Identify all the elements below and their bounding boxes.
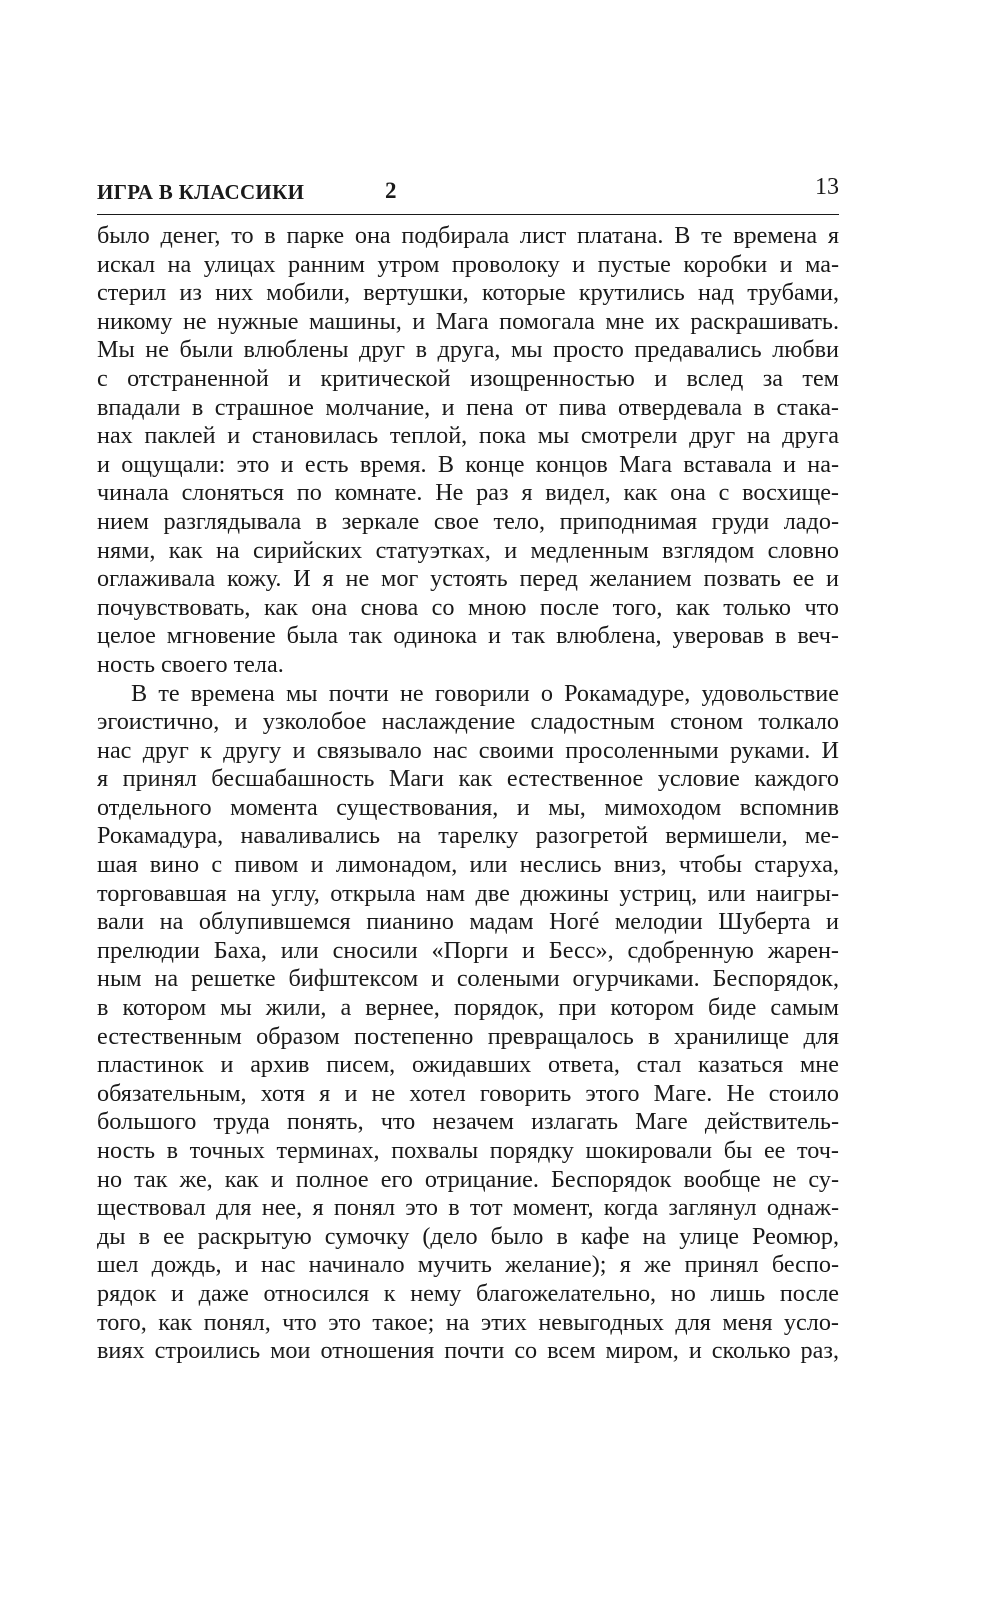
text-line: почувствовать, как она снова со мною после того, как только что — [97, 593, 839, 621]
text-line: торговавшая на углу, открыла нам две дюжины устриц, или наигры- — [97, 879, 839, 907]
text-line: ным на решетке бифштексом и солеными огурчиками. Беспорядок, — [97, 965, 839, 993]
text-line: никому не нужные машины, и Мага помогала мне их раскрашивать. — [97, 307, 839, 335]
text-line: стерил из них мобили, вертушки, которые крутились над трубами, — [97, 279, 839, 307]
running-header — [97, 170, 839, 215]
text-line: я принял бесшабашность Маги как естественное условие каждого — [97, 765, 839, 793]
text-line: целое мгновение была так одинока и так влюблена, уверовав в веч- — [97, 622, 839, 650]
text-line: было денег, то в парке она подбирала лист платана. В те времена я — [97, 222, 839, 249]
text-line: и ощущали: это и есть время. В конце концов Мага вставала и на- — [97, 450, 839, 478]
text-line: отдельного момента существования, и мы, мимоходом вспомнив — [97, 793, 839, 821]
text-line: эгоистично, и узколобое наслаждение сладостным стоном толкало — [97, 708, 839, 736]
paragraph-end-line: ность своего тела. — [97, 650, 284, 678]
text-line: рядок и даже относился к нему благожелательно, но лишь после — [97, 1279, 839, 1307]
chapter-number: 2 — [385, 178, 397, 203]
page-number: 13 — [815, 174, 839, 200]
text-line: пластинок и архив писем, ожидавших ответа, стал казаться мне — [97, 1051, 839, 1079]
text-line: в котором мы жили, а вернее, порядок, при котором биде самым — [97, 994, 839, 1022]
text-line: шая вино с пивом и лимонадом, или неслись вниз, чтобы старуха, — [97, 851, 839, 879]
text-line: нас друг к другу и связывало нас своими просоленными руками. И — [97, 736, 839, 764]
text-line: нием разглядывала в зеркале свое тело, приподнимая груди ладо- — [97, 507, 839, 535]
text-line: Рокамадура, наваливались на тарелку разогретой вермишели, ме- — [97, 822, 839, 850]
text-line: чинала слоняться по комнате. Не раз я видел, как она с восхище- — [97, 479, 839, 507]
paragraph-first-line: В те времена мы почти не говорили о Рокамадуре, удовольствие — [131, 679, 839, 707]
text-line: нах паклей и становилась теплой, пока мы смотрели друг на друга — [97, 422, 839, 450]
text-line: оглаживала кожу. И я не мог устоять перед желанием позвать ее и — [97, 565, 839, 593]
text-line: большого труда понять, что незачем излагать Маге действитель- — [97, 1108, 839, 1136]
text-line: искал на улицах ранним утром проволоку и пустые коробки и ма- — [97, 250, 839, 278]
text-line: обязательным, хотя я и не хотел говорить этого Маге. Не стоило — [97, 1079, 839, 1107]
text-line: шел дождь, и нас начинало мучить желание); я же принял беспо- — [97, 1251, 839, 1279]
text-line: прелюдии Баха, или сносили «Порги и Бесс», сдобренную жарен- — [97, 936, 839, 964]
text-line: естественным образом постепенно превращалось в хранилище для — [97, 1022, 839, 1050]
text-line: ществовал для нее, я понял это в тот момент, когда заглянул однаж- — [97, 1194, 839, 1222]
text-line: ды в ее раскрытую сумочку (дело было в кафе на улице Реомюр, — [97, 1222, 839, 1250]
body-text — [97, 222, 839, 1366]
text-line: впадали в страшное молчание, и пена от пива отвердевала в стака- — [97, 393, 839, 421]
text-line: того, как понял, что это такое; на этих невыгодных для меня усло- — [97, 1308, 839, 1336]
book-title: ИГРА В КЛАССИКИ — [97, 180, 305, 204]
text-line: с отстраненной и критической изощренностью и вслед за тем — [97, 364, 839, 392]
text-line: Мы не были влюблены друг в друга, мы просто предавались любви — [97, 336, 839, 364]
text-line: ность в точных терминах, похвалы порядку шокировали бы ее точ- — [97, 1137, 839, 1164]
text-line: но так же, как и полное его отрицание. Беспорядок вообще не су- — [97, 1165, 839, 1193]
text-line: вали на облупившемся пианино мадам Ногé мелодии Шуберта и — [97, 908, 839, 936]
text-line: нями, как на сирийских статуэтках, и медленным взглядом словно — [97, 536, 839, 564]
text-line: виях строились мои отношения почти со всем миром, и сколько раз, — [97, 1337, 839, 1365]
